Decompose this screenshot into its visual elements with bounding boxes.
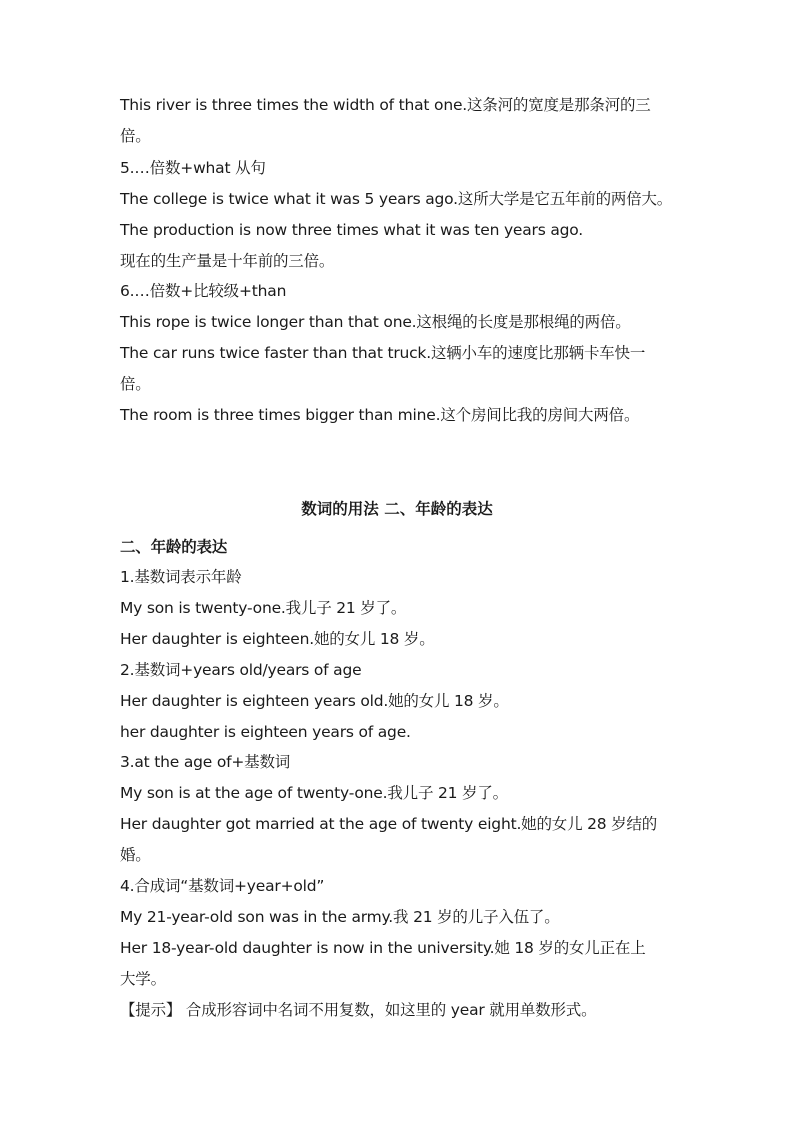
- paragraph-line: My son is at the age of twenty-one.我儿子 21 岁了。: [120, 784, 508, 802]
- section-heading: 二、年龄的表达: [120, 538, 228, 556]
- paragraph-line: The room is three times bigger than mine.这个房间比我的房间大两倍。: [120, 406, 640, 424]
- paragraph-line: My son is twenty-one.我儿子 21 岁了。: [120, 599, 407, 617]
- list-item-heading: 3.at the age of+基数词: [120, 753, 291, 771]
- list-item-heading: 6.…倍数+比较级+than: [120, 282, 287, 300]
- list-item-heading: 1.基数词表示年龄: [120, 568, 242, 586]
- section-title: 数词的用法 二、年龄的表达: [301, 500, 493, 518]
- paragraph-line: 倍。: [120, 127, 151, 145]
- tip-note: 【提示】 合成形容词中名词不用复数，如这里的 year 就用单数形式。: [120, 1001, 597, 1019]
- list-item-heading: 5.…倍数+what 从句: [120, 159, 266, 177]
- paragraph-line: The production is now three times what it was ten years ago.: [120, 221, 583, 239]
- paragraph-line: Her daughter is eighteen years old.她的女儿 18 岁。: [120, 692, 509, 710]
- paragraph-line: 婚。: [120, 846, 151, 864]
- list-item-heading: 4.合成词“基数词+year+old”: [120, 877, 325, 895]
- list-item-heading: 2.基数词+years old/years of age: [120, 661, 362, 679]
- paragraph-line: 大学。: [120, 970, 166, 988]
- paragraph-line: 倍。: [120, 375, 151, 393]
- paragraph-line: her daughter is eighteen years of age.: [120, 723, 411, 741]
- paragraph-line: This rope is twice longer than that one.这根绳的长度是那根绳的两倍。: [120, 313, 631, 331]
- paragraph-line: The car runs twice faster than that truck.这辆小车的速度比那辆卡车快一: [120, 344, 646, 362]
- paragraph-line: This river is three times the width of that one.这条河的宽度是那条河的三: [120, 96, 651, 114]
- paragraph-line: Her daughter got married at the age of twenty eight.她的女儿 28 岁结的: [120, 815, 658, 833]
- paragraph-line: 现在的生产量是十年前的三倍。: [120, 252, 335, 270]
- paragraph-line: The college is twice what it was 5 years ago.这所大学是它五年前的两倍大。: [120, 190, 673, 208]
- paragraph-line: Her 18-year-old daughter is now in the university.她 18 岁的女儿正在上: [120, 939, 646, 957]
- paragraph-line: Her daughter is eighteen.她的女儿 18 岁。: [120, 630, 435, 648]
- paragraph-line: My 21-year-old son was in the army.我 21 岁的儿子入伍了。: [120, 908, 560, 926]
